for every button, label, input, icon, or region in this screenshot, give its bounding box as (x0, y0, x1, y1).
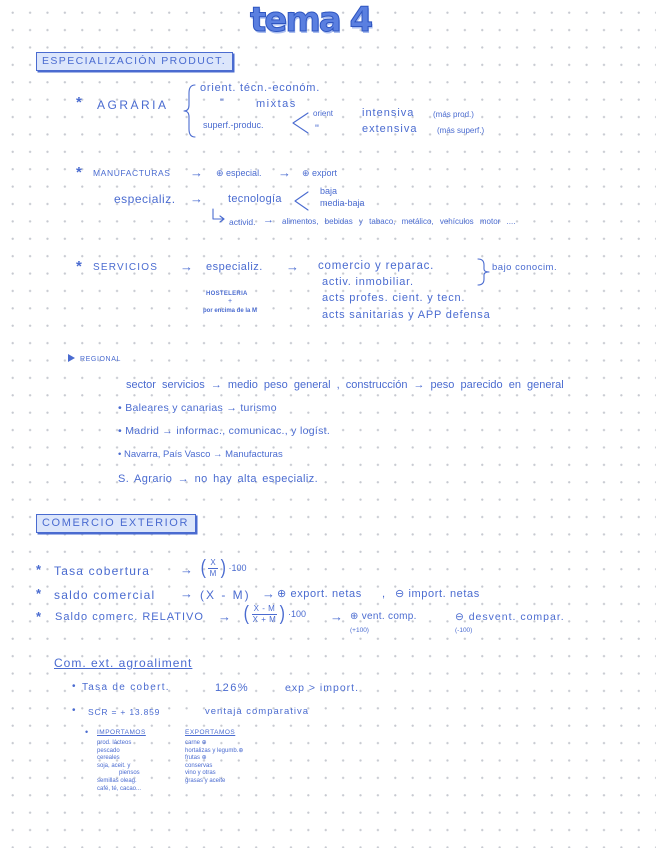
servicios-profes: acts profes. cient. y tecn. (322, 292, 466, 304)
paren-close: ) (220, 557, 226, 579)
list-item: prod. lácteos (97, 740, 132, 746)
importamos-list (97, 740, 141, 793)
relativo-denominator: X + M (252, 614, 277, 624)
manufacturas-bullet: * (76, 164, 82, 181)
servicios-inmobiliar: activ. inmobiliar. (322, 276, 414, 288)
heading-comercio-exterior: COMERCIO EXTERIOR (36, 514, 196, 533)
tecnologia-media-baja: media-baja (320, 198, 365, 208)
agro-heading: Com. ext. agroaliment (54, 656, 193, 670)
manufacturas-export: ⊕ export (302, 168, 338, 178)
list-item: conservas (185, 762, 213, 769)
saldo-formula: (X - M) (200, 588, 251, 602)
servicios-label: SERVICIOS (93, 262, 159, 273)
agro-trade-bullet: • (85, 727, 89, 737)
agraria-brace (183, 84, 197, 138)
relativo-formula (243, 604, 306, 624)
heading-especializacion: ESPECIALIZACIÓN PRODUCT. (36, 52, 233, 71)
saldo-arrow-2: → (262, 586, 275, 601)
saldo-arrow-1: → (180, 586, 193, 601)
servicios-especializ: especializ. (206, 261, 263, 273)
list-item: café, té, cacao... (97, 785, 142, 792)
list-item: semillas oleag. (97, 777, 137, 784)
relativo-suffix: ·100 (287, 609, 306, 619)
tasa-arrow: → (180, 562, 193, 577)
saldo-negative: ⊖ import. netas (395, 588, 480, 600)
tasa-denominator: M (209, 568, 217, 578)
importamos-header: IMPORTAMOS (97, 729, 146, 736)
regional-heading: REGIONAL (80, 356, 121, 363)
relativo-arrow-1: → (218, 609, 231, 624)
regional-line: • Baleares y canarias → turismo (118, 402, 277, 414)
agro-scr-bullet: • (72, 705, 76, 716)
relativo-bullet: * (36, 609, 42, 624)
tasa-suffix: ·100 (228, 563, 247, 573)
manufacturas-especializ: especializ. (114, 192, 176, 206)
manufacturas-activid: activid. (229, 217, 256, 227)
agraria-mixtas: mixtas (256, 98, 297, 110)
regional-line: sector servicios → medio peso general , construcción → peso parecido en general (126, 379, 564, 391)
saldo-separator: , (382, 588, 386, 600)
list-item: piensos (119, 770, 140, 777)
list-item: cereales (97, 755, 120, 762)
paren-open: ( (243, 603, 250, 625)
relativo-negative: ⊖ desvent. compar. (455, 611, 565, 623)
triangle-bullet-icon (68, 354, 75, 362)
exportamos-list (185, 740, 243, 786)
manufacturas-arrow-1: → (190, 165, 203, 180)
manufacturas-label: MANUFACTURAS (93, 168, 171, 178)
agro-scr-note: ventaja comparativa (205, 706, 310, 717)
servicios-arrow-1: → (180, 259, 193, 274)
tasa-formula (200, 558, 247, 578)
agraria-intensiva: intensiva (362, 107, 415, 119)
list-item: soja, aceit. y (97, 762, 131, 769)
tasa-bullet: * (36, 562, 42, 577)
servicios-brace (476, 258, 490, 286)
agraria-ditto-mixtas: " (220, 97, 224, 109)
agraria-ditto-orient: " (315, 123, 319, 135)
page-title: tema 4 (250, 0, 372, 40)
exportamos-header: EXPORTAMOS (185, 729, 236, 736)
sub-arrow-icon (210, 208, 226, 224)
manufacturas-especial: ⊕ especial. (216, 168, 262, 178)
servicios-bullet: * (76, 258, 82, 275)
servicios-comercio: comercio y reparac. (318, 260, 435, 272)
servicios-por-encima: por encima de la M (203, 308, 258, 314)
list-item: frutas ⊕ (185, 755, 207, 762)
agraria-tecn-econ: orient. técn.-económ. (200, 82, 321, 94)
list-item: hortalizas y legumb.⊕ (185, 747, 244, 754)
servicios-sanitarias: acts sanitarias y APP defensa (322, 309, 491, 321)
manufacturas-arrow-2: → (278, 165, 291, 180)
agraria-bullet: * (76, 94, 82, 111)
tasa-numerator: X (210, 557, 217, 567)
servicios-bajo-conocim: bajo conocim. (492, 262, 558, 273)
agraria-superf-produc: superf.-produc. (203, 120, 264, 130)
tasa-fraction (208, 559, 219, 578)
relativo-fraction (251, 605, 279, 624)
agraria-orient: orient (313, 109, 334, 118)
servicios-plus: + (228, 298, 233, 305)
agro-tasa-note: exp > import. (285, 682, 359, 694)
relativo-negative-value: (-100) (455, 627, 473, 634)
list-item: carne ⊕ (185, 740, 207, 746)
agraria-extensiva: extensiva (362, 123, 418, 135)
relativo-label: Saldo comerc. RELATIVO (55, 611, 204, 623)
agro-tasa-bullet: • (72, 681, 76, 692)
manufacturas-arrow-4: → (263, 214, 274, 226)
agraria-branch (290, 111, 310, 135)
list-item: grasas y aceite (185, 777, 226, 784)
agraria-label: AGRARIA (97, 98, 169, 112)
relativo-arrow-2: → (330, 609, 343, 624)
paren-open: ( (200, 557, 207, 579)
tasa-label: Tasa cobertura (54, 564, 151, 578)
saldo-positive: ⊕ export. netas (277, 588, 362, 600)
agro-scr-label: SCR = + 13.859 (88, 707, 161, 717)
regional-line: • Navarra, País Vasco → Manufacturas (118, 449, 283, 460)
manufacturas-tecnologia: tecnología (228, 193, 282, 205)
agro-tasa-label: Tasa de cobert. (82, 682, 170, 693)
manufacturas-arrow-3: → (190, 191, 203, 206)
list-item: vino y otras (185, 770, 216, 777)
relativo-numerator: X - M (253, 603, 276, 613)
regional-line: S. Agrario → no hay alta especializ. (118, 473, 319, 485)
regional-line: • Madrid → informac., comunicac., y logíst. (118, 425, 331, 437)
manufacturas-activid-list: alimentos, bebidas y tabaco, metálico, vehículos motor .... (282, 217, 516, 226)
agro-tasa-value: 126% (215, 682, 250, 694)
servicios-hosteleria: HOSTELERIA (206, 291, 248, 297)
paren-close: ) (279, 603, 286, 625)
agraria-extensiva-note: (más superf.) (437, 126, 485, 135)
saldo-bullet: * (36, 586, 42, 601)
tecnologia-branch (292, 190, 310, 212)
tecnologia-baja: baja (320, 186, 338, 196)
list-item: pescado (97, 747, 120, 754)
saldo-label: saldo comercial (54, 588, 156, 602)
agraria-intensiva-note: (más prod.) (433, 110, 474, 119)
servicios-arrow-2: → (286, 259, 299, 274)
relativo-positive: ⊕ vent. comp. (350, 611, 417, 622)
relativo-positive-value: (+100) (350, 627, 369, 634)
